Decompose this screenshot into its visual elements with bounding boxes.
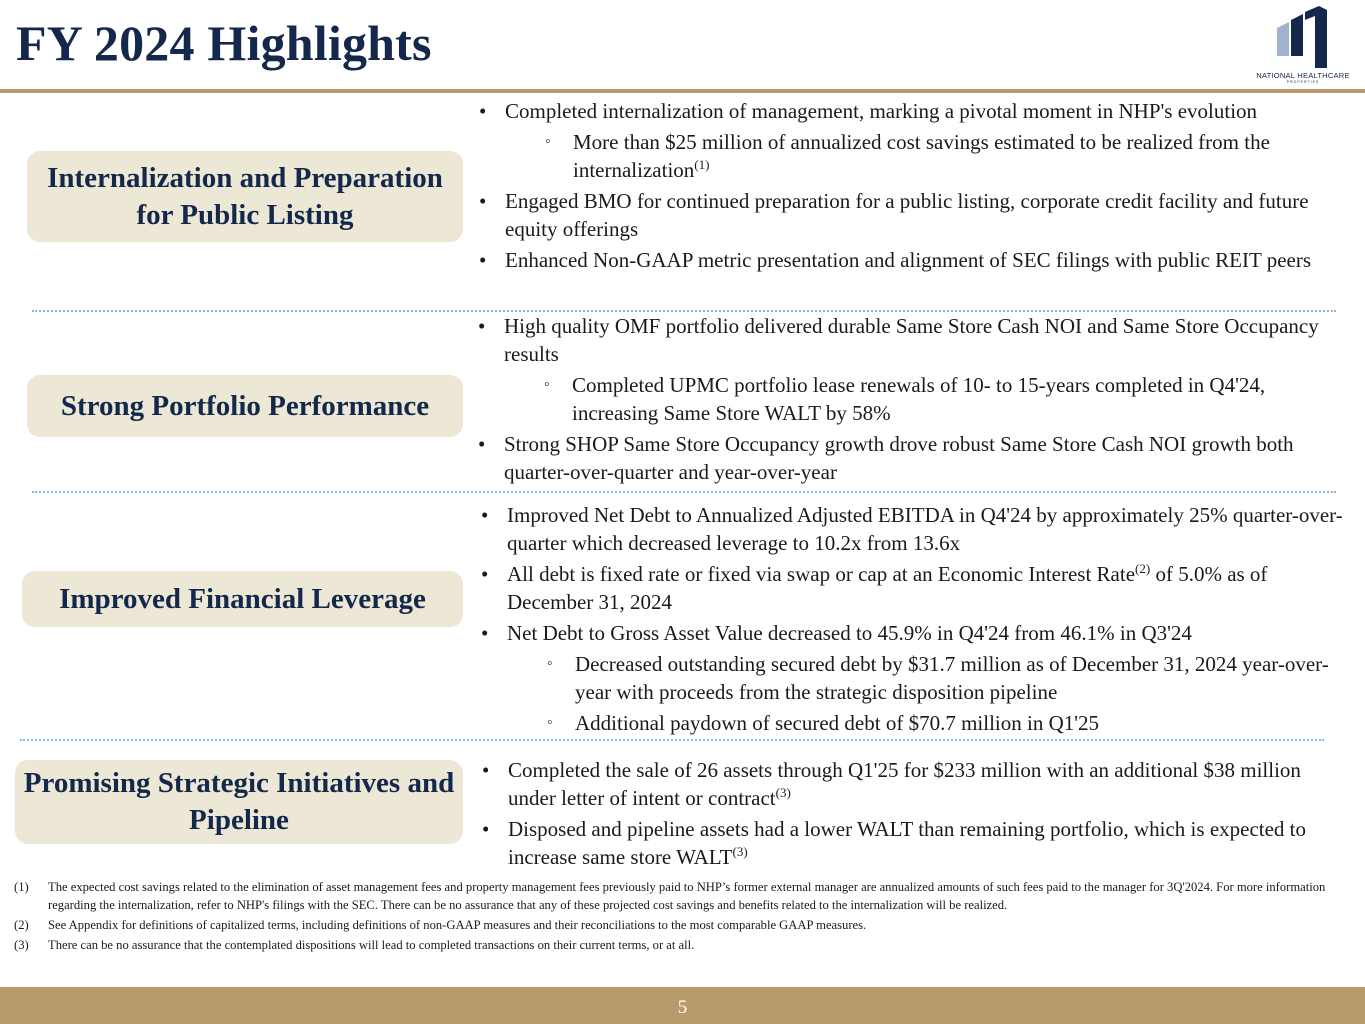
section-label-text: Strong Portfolio Performance [60, 389, 430, 422]
footnote [14, 936, 1344, 954]
section-label-portfolio [27, 375, 463, 437]
logo-text: NATIONAL HEALTHCARE [1256, 71, 1350, 80]
list-item: • Improved Net Debt to Annualized Adjusted EBITDA in Q4'24 by approximately 25% quarter-over-quarter which decreased leverage to 10.2x from 13.6x [478, 501, 1350, 557]
section-bullets-internalization [476, 97, 1346, 277]
section-label-strategic [15, 760, 463, 844]
list-item: ◦ Decreased outstanding secured debt by $31.7 million as of December 31, 2024 year-over-year with proceeds from the strategic disposition pipeline [546, 650, 1350, 706]
list-item: ◦ Completed UPMC portfolio lease renewals of 10- to 15-years completed in Q4'24, increasing Same Store WALT by 58% [543, 371, 1345, 427]
footnote-text: See Appendix for definitions of capitalized terms, including definitions of non-GAAP measures and their reconciliations to the most comparable GAAP measures. [48, 918, 867, 932]
section-bullets-leverage [478, 501, 1350, 740]
list-item: • Enhanced Non-GAAP metric presentation and alignment of SEC filings with public REIT peers [476, 246, 1346, 274]
list-item: • Engaged BMO for continued preparation for a public listing, corporate credit facility and future equity offerings [476, 187, 1346, 243]
footer-bar [0, 987, 1365, 1024]
list-item: • Disposed and pipeline assets had a lower WALT than remaining portfolio, which is expected to increase same store WALT$^{(3)}$ [479, 815, 1344, 871]
footnote-ref: (3) [732, 844, 748, 859]
list-item: • High quality OMF portfolio delivered durable Same Store Cash NOI and Same Store Occupancy results [475, 312, 1345, 368]
company-logo [1252, 6, 1354, 86]
footnote [14, 878, 1344, 914]
footnote [14, 916, 1344, 934]
footnote-ref: (2) [1135, 561, 1151, 576]
list-item: ◦ Additional paydown of secured debt of $70.7 million in Q1'25 [546, 709, 1350, 737]
list-item: • All debt is fixed rate or fixed via swap or cap at an Economic Interest Rate$^{(2)}$ of 5.0% as of December 31, 2024 [478, 560, 1350, 616]
section-label-text: Promising Strategic Initiatives and Pipeline [23, 767, 455, 836]
page-title: FY 2024 Highlights [16, 15, 432, 71]
section-bullets-portfolio [475, 312, 1345, 489]
list-item: • Strong SHOP Same Store Occupancy growth drove robust Same Store Cash NOI growth both quarter-over-quarter and year-over-year [475, 430, 1345, 486]
page-number: 5 [677, 997, 688, 1018]
logo-subtext: PROPERTIES [1286, 80, 1320, 84]
section-label-text: Internalization and Preparation for Public Listing [47, 161, 443, 231]
footnote-text: There can be no assurance that the contemplated dispositions will lead to completed transactions on their current terms, or at all. [48, 938, 695, 952]
footnote-ref: (3) [775, 785, 791, 800]
list-item: • Completed internalization of management, marking a pivotal moment in NHP's evolution [476, 97, 1346, 125]
section-bullets-strategic [479, 756, 1344, 874]
list-item: • Net Debt to Gross Asset Value decreased to 45.9% in Q4'24 from 46.1% in Q3'24 [478, 619, 1350, 647]
building-logo-icon [1275, 6, 1331, 68]
footnote-number: (3) [14, 938, 29, 952]
section-label-text: Improved Financial Leverage [59, 582, 426, 615]
section-divider [32, 491, 1336, 493]
title-divider [0, 89, 1365, 93]
footnote-text: The expected cost savings related to the elimination of asset management fees and property management fees previously paid to NHP’s former external manager are annualized amounts of such fees paid to the manager for 3Q'2024. For more information regarding the internalization, refer to NHP's filings with the SEC. There can be no assurance that any of these projected cost savings and benefits related to the internalization will be realized. [48, 880, 1326, 912]
footnote-ref: (1) [694, 157, 710, 172]
list-item: • Completed the sale of 26 assets through Q1'25 for $233 million with an additional $38 million under letter of intent or contract$^{(3)}$ [479, 756, 1344, 812]
section-label-leverage [22, 571, 463, 627]
section-divider [20, 739, 1324, 741]
list-item: ◦ More than $25 million of annualized cost savings estimated to be realized from the internalization$^{(1)}$ [544, 128, 1346, 184]
footnote-number: (1) [14, 880, 29, 894]
footnote-number: (2) [14, 918, 29, 932]
footnotes [14, 878, 1344, 956]
section-label-internalization [27, 151, 463, 242]
